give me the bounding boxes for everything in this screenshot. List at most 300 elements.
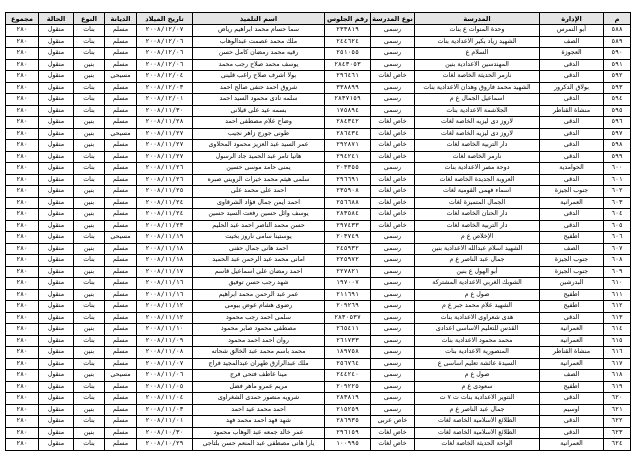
seat-number-cell: ٢٤٤٢٤٠ xyxy=(325,370,371,382)
school-cell: لاروز دى ليزيه الخاصة لغات xyxy=(415,117,540,129)
seat-number-cell: ٢٢٥٩٧٢ xyxy=(325,255,371,267)
row-number: ٥٩٩ xyxy=(604,151,631,163)
idara-cell: جنوب الجيزة xyxy=(540,266,604,278)
status-cell: منقول xyxy=(39,128,74,140)
school-type-cell: رسمى xyxy=(371,255,415,267)
school-cell: الجمال المتميزة لغات xyxy=(415,197,540,209)
row-number: ٦١٣ xyxy=(604,312,631,324)
birth-date-cell: ٢٠٠٨/١٢/٠٤ xyxy=(137,71,193,83)
gender-cell: بنات xyxy=(74,94,105,106)
gender-cell: بنات xyxy=(74,312,105,324)
school-type-cell: خاص لغات xyxy=(371,427,415,439)
table-row xyxy=(6,232,631,244)
gender-cell: بنين xyxy=(74,266,105,278)
school-cell: الطلائع الاسلامية الخاصة لغات xyxy=(415,416,540,428)
school-type-cell: رسمى xyxy=(371,59,415,71)
school-cell: جمال عبد الناصر ع م xyxy=(415,255,540,267)
school-cell: صول ع م xyxy=(415,370,540,382)
birth-date-cell: ٢٠٠٨/١١/١٨ xyxy=(137,243,193,255)
status-cell: منقول xyxy=(39,94,74,106)
seat-number-cell: ٢٨٣٧١٥٩ xyxy=(325,94,371,106)
gender-cell: بنين xyxy=(74,220,105,232)
status-cell: منقول xyxy=(39,301,74,313)
row-number: ٥٩٠ xyxy=(604,48,631,60)
school-type-cell: رسمى xyxy=(371,347,415,359)
gender-cell: بنين xyxy=(74,209,105,221)
religion-cell: مسلم xyxy=(105,197,137,209)
birth-date-cell: ٢٠٠٨/١١/١٩ xyxy=(137,232,193,244)
seat-number-cell: ٣٣٨٨٩٩ xyxy=(325,82,371,94)
idara-cell: اوسيم xyxy=(540,404,604,416)
total-cell: ٢٨٠ xyxy=(6,209,39,221)
gender-cell: بنات xyxy=(74,174,105,186)
total-cell: ٢٨٠ xyxy=(6,105,39,117)
status-cell: منقول xyxy=(39,324,74,336)
total-cell: ٢٨٠ xyxy=(6,243,39,255)
religion-cell: مسلم xyxy=(105,82,137,94)
school-cell: الشهيد اسلام عبدالله الاعدادية بنين xyxy=(415,243,540,255)
student-name-cell: هانيا تامر عبد الحميد جاد الرسول xyxy=(193,151,325,163)
student-name-cell: يوسف محمد صلاح رجب محمد xyxy=(193,59,325,71)
total-cell: ٢٨٠ xyxy=(6,301,39,313)
school-type-cell: رسمى xyxy=(371,289,415,301)
birth-date-cell: ٢٠٠٨/١١/٢٣ xyxy=(137,220,193,232)
table-row xyxy=(6,255,631,267)
row-number: ٦٠٧ xyxy=(604,243,631,255)
idara-cell: العمرانية xyxy=(540,324,604,336)
seat-number-cell: ٢٣٣٨١٩ xyxy=(325,25,371,37)
seat-number-cell: ٢٨٤٣٠٥٣ xyxy=(325,59,371,71)
status-cell: منقول xyxy=(39,71,74,83)
birth-date-cell: ٢٠٠٨/١١/٢٧ xyxy=(137,151,193,163)
school-cell: الشوبك الغربي الاعدادية المشتركة xyxy=(415,278,540,290)
religion-cell: مسلم xyxy=(105,163,137,175)
seat-number-cell: ٢٠٩٢٢٥ xyxy=(325,381,371,393)
birth-date-cell: ٢٠٠٨/١١/٠٨ xyxy=(137,347,193,359)
row-number: ٥٨٨ xyxy=(604,25,631,37)
religion-cell: مسلم xyxy=(105,48,137,60)
birth-date-cell: ٢٠٠٨/١٢/٠٦ xyxy=(137,36,193,48)
school-type-cell: خاص لغات xyxy=(371,186,415,198)
results-sheet xyxy=(5,12,630,451)
student-name-cell: يوستينا سامى ناروز بخيت xyxy=(193,232,325,244)
school-type-cell: خاص لغات xyxy=(371,197,415,209)
row-number: ٦٠٠ xyxy=(604,163,631,175)
status-cell: منقول xyxy=(39,255,74,267)
total-cell: ٢٨٠ xyxy=(6,232,39,244)
table-row xyxy=(6,117,631,129)
school-cell: دوحة مصر الاعدادية بنات xyxy=(415,163,540,175)
table-row xyxy=(6,381,631,393)
idara-cell: الصف xyxy=(540,370,604,382)
table-row xyxy=(6,174,631,186)
table-row xyxy=(6,335,631,347)
header-idara: الإدارة xyxy=(540,13,604,25)
gender-cell: بنين xyxy=(74,324,105,336)
school-type-cell: خاص لغات xyxy=(371,439,415,451)
idara-cell: اطفيح xyxy=(540,289,604,301)
school-cell: القدس للتعليم الاساسى اعدادى xyxy=(415,324,540,336)
idara-cell: الدقى xyxy=(540,393,604,405)
school-type-cell: رسمى xyxy=(371,370,415,382)
status-cell: منقول xyxy=(39,174,74,186)
religion-cell: مسلم xyxy=(105,347,137,359)
school-cell: الشهيد علام محمد جبر ع م xyxy=(415,301,540,313)
student-name-cell: شرويه منصور حمدى الشغراوى xyxy=(193,393,325,405)
idara-cell: العجوزة xyxy=(540,48,604,60)
gender-cell: بنين xyxy=(74,404,105,416)
idara-cell: الدقى xyxy=(540,174,604,186)
row-number: ٥٩٤ xyxy=(604,94,631,106)
birth-date-cell: ٢٠٠٨/١١/٢٦ xyxy=(137,174,193,186)
gender-cell: بنين xyxy=(74,140,105,152)
idara-cell: الدقى xyxy=(540,71,604,83)
school-cell: نارمر الحديثة الخاصة لغات xyxy=(415,71,540,83)
idara-cell: الصف xyxy=(540,36,604,48)
student-name-cell: احمد على محمد على xyxy=(193,186,325,198)
school-cell: دار التربية الخاصة لغات xyxy=(415,220,540,232)
idara-cell: اطفيح xyxy=(540,381,604,393)
total-cell: ٢٨٠ xyxy=(6,324,39,336)
student-name-cell: سلمى هيثم محمد خيرات الرويني صبره xyxy=(193,174,325,186)
birth-date-cell: ٢٠٠٨/١١/١٦ xyxy=(137,289,193,301)
gender-cell: بنات xyxy=(74,48,105,60)
idara-cell: البدرشين xyxy=(540,278,604,290)
seat-number-cell: ٢١٥٢٥٩ xyxy=(325,404,371,416)
header-birth: تاريخ الميلاد xyxy=(137,13,193,25)
idara-cell: العمرانية xyxy=(540,335,604,347)
student-name-cell: احمد رمضان على اسماعيل قاسم xyxy=(193,266,325,278)
total-cell: ٢٨٠ xyxy=(6,404,39,416)
status-cell: منقول xyxy=(39,163,74,175)
school-cell: اسماعيل الجمال ع م xyxy=(415,94,540,106)
table-row xyxy=(6,186,631,198)
school-cell: الواحة الحديثة الخاصة لغات xyxy=(415,439,540,451)
total-cell: ٢٨٠ xyxy=(6,197,39,209)
religion-cell: مسيحى xyxy=(105,128,137,140)
religion-cell: مسلم xyxy=(105,301,137,313)
religion-cell: مسلم xyxy=(105,393,137,405)
birth-date-cell: ٢٠٠٨/١١/٢٤ xyxy=(137,197,193,209)
birth-date-cell: ٢٠٠٨/١١/٢٧ xyxy=(137,140,193,152)
student-name-cell: مصطفى محمود صابر محمود xyxy=(193,324,325,336)
student-name-cell: بولا اشرف صلاح راغب قلينى xyxy=(193,71,325,83)
idara-cell: منشاة القناطر xyxy=(540,347,604,359)
idara-cell: الدقى xyxy=(540,94,604,106)
row-number: ٦٢٣ xyxy=(604,427,631,439)
religion-cell: مسيحى xyxy=(105,71,137,83)
table-row xyxy=(6,140,631,152)
religion-cell: مسلم xyxy=(105,324,137,336)
seat-number-cell: ٢٨٣٠٥٣٧ xyxy=(325,312,371,324)
status-cell: منقول xyxy=(39,209,74,221)
table-row xyxy=(6,243,631,255)
status-cell: منقول xyxy=(39,140,74,152)
status-cell: منقول xyxy=(39,186,74,198)
status-cell: منقول xyxy=(39,232,74,244)
birth-date-cell: ٢٠٠٨/١١/١٨ xyxy=(137,255,193,267)
total-cell: ٢٨٠ xyxy=(6,174,39,186)
status-cell: منقول xyxy=(39,393,74,405)
idara-cell: جنوب الجيزة xyxy=(540,255,604,267)
student-name-cell: بسمه عيد على قيلانى xyxy=(193,105,325,117)
table-row xyxy=(6,25,631,37)
student-name-cell: حسن محمد الناصر احمد عبد الحليم xyxy=(193,220,325,232)
birth-date-cell: ٢٠٠٨/١١/٠٤ xyxy=(137,393,193,405)
row-number: ٦٠٩ xyxy=(604,266,631,278)
idara-cell: الدقى xyxy=(540,416,604,428)
school-type-cell: رسمى xyxy=(371,324,415,336)
gender-cell: بنين xyxy=(74,59,105,71)
school-type-cell: رسمى xyxy=(371,82,415,94)
gender-cell: بنات xyxy=(74,439,105,451)
birth-date-cell: ٢٠٠٨/١٢/٠٦ xyxy=(137,48,193,60)
seat-number-cell: ١٩٧٠٠٧ xyxy=(325,278,371,290)
status-cell: منقول xyxy=(39,439,74,451)
status-cell: منقول xyxy=(39,105,74,117)
religion-cell: مسلم xyxy=(105,59,137,71)
school-type-cell: خاص لغات xyxy=(371,140,415,152)
status-cell: منقول xyxy=(39,59,74,71)
religion-cell: مسلم xyxy=(105,289,137,301)
row-number: ٦١٥ xyxy=(604,335,631,347)
idara-cell: أبو النمرس xyxy=(540,25,604,37)
table-row xyxy=(6,347,631,359)
idara-cell: الدقى xyxy=(540,427,604,439)
idara-cell: الدقى xyxy=(540,209,604,221)
religion-cell: مسلم xyxy=(105,358,137,370)
student-name-cell: رقيه محمد رمضان كامل حسن xyxy=(193,48,325,60)
header-row xyxy=(6,13,631,25)
religion-cell: مسلم xyxy=(105,151,137,163)
total-cell: ٢٨٠ xyxy=(6,266,39,278)
school-type-cell: رسمى xyxy=(371,25,415,37)
idara-cell: الدقى xyxy=(540,128,604,140)
seat-number-cell: ٢٤٥٩٣٢ xyxy=(325,243,371,255)
school-cell: جمال عبد الناصر ع م xyxy=(415,404,540,416)
student-name-cell: شهد فهد احمد محمد فهد xyxy=(193,416,325,428)
table-row xyxy=(6,370,631,382)
seat-number-cell: ٢٢٧٨٢١ xyxy=(325,266,371,278)
birth-date-cell: ٢٠٠٨/١١/٣٠ xyxy=(137,105,193,117)
students-table xyxy=(5,12,631,451)
school-cell: سعودى ع م xyxy=(415,381,540,393)
religion-cell: مسلم xyxy=(105,186,137,198)
birth-date-cell: ٢٠٠٨/١١/٠٧ xyxy=(137,358,193,370)
row-number: ٦٠٦ xyxy=(604,232,631,244)
birth-date-cell: ٢٠٠٨/١١/٠٥ xyxy=(137,381,193,393)
status-cell: منقول xyxy=(39,220,74,232)
school-type-cell: رسمى xyxy=(371,335,415,347)
school-cell: الجلاشمة الاعدادية بنات xyxy=(415,105,540,117)
row-number: ٥٩٨ xyxy=(604,140,631,152)
table-row xyxy=(6,48,631,60)
school-cell: الطلائع الاسلامية الخاصة لغات xyxy=(415,427,540,439)
gender-cell: بنات xyxy=(74,25,105,37)
seat-number-cell: ١٨٩٧٥٨ xyxy=(325,347,371,359)
school-type-cell: رسمى xyxy=(371,381,415,393)
table-row xyxy=(6,439,631,451)
school-type-cell: خاص لغات xyxy=(371,117,415,129)
total-cell: ٢٨٠ xyxy=(6,381,39,393)
table-row xyxy=(6,278,631,290)
birth-date-cell: ٢٠٠٨/١١/١٢ xyxy=(137,301,193,313)
religion-cell: مسلم xyxy=(105,243,137,255)
school-type-cell: خاص لغات xyxy=(371,174,415,186)
school-cell: محمد محمود الاعدادية بنات xyxy=(415,335,540,347)
seat-number-cell: ٢٩٧٤٣٣ xyxy=(325,220,371,232)
birth-date-cell: ٢٠٠٨/١١/٢٧ xyxy=(137,128,193,140)
gender-cell: بنات xyxy=(74,335,105,347)
student-name-cell: مريم عمرو ماهر فضل xyxy=(193,381,325,393)
idara-cell: منشاة القناطر xyxy=(540,105,604,117)
row-number: ٦٢١ xyxy=(604,404,631,416)
total-cell: ٢٨٠ xyxy=(6,36,39,48)
table-row xyxy=(6,82,631,94)
row-number: ٦١٦ xyxy=(604,347,631,359)
header-school-type: نوع المدرسة xyxy=(372,14,413,23)
table-row xyxy=(6,220,631,232)
school-cell: المهندسين الاعدادية بنين xyxy=(415,59,540,71)
row-number: ٦١٨ xyxy=(604,370,631,382)
student-name-cell: مينا عاطف فتحى فرج xyxy=(193,370,325,382)
religion-cell: مسلم xyxy=(105,140,137,152)
total-cell: ٢٨٠ xyxy=(6,48,39,60)
school-type-cell: خاص لغات xyxy=(371,151,415,163)
birth-date-cell: ٢٠٠٨/١٢/٠١ xyxy=(137,94,193,106)
gender-cell: بنات xyxy=(74,416,105,428)
religion-cell: مسلم xyxy=(105,209,137,221)
religion-cell: مسلم xyxy=(105,255,137,267)
status-cell: منقول xyxy=(39,358,74,370)
school-cell: صول ع م xyxy=(415,289,540,301)
total-cell: ٢٨٠ xyxy=(6,117,39,129)
row-number: ٦١٧ xyxy=(604,358,631,370)
religion-cell: مسلم xyxy=(105,427,137,439)
school-type-cell: رسمى xyxy=(371,301,415,313)
total-cell: ٢٨٠ xyxy=(6,255,39,267)
status-cell: منقول xyxy=(39,335,74,347)
school-cell: دار الحنان الخاصة لغات xyxy=(415,209,540,221)
header-m: م xyxy=(604,13,631,25)
status-cell: منقول xyxy=(39,289,74,301)
student-name-cell: سلمى احمد رجب محمود xyxy=(193,312,325,324)
row-number: ٦٠٢ xyxy=(604,186,631,198)
row-number: ٦١٤ xyxy=(604,324,631,336)
gender-cell: بنات xyxy=(74,151,105,163)
religion-cell: مسلم xyxy=(105,416,137,428)
gender-cell: بنات xyxy=(74,105,105,117)
seat-number-cell: ١٧٥٨٩٤ xyxy=(325,105,371,117)
school-type-cell: خاص عربى xyxy=(371,416,415,428)
seat-number-cell: ٢٤٤٦٢٤ xyxy=(325,36,371,48)
total-cell: ٢٨٠ xyxy=(6,370,39,382)
student-name-cell: طونى جورج زاهر نجيب xyxy=(193,128,325,140)
header-student: اسم التلميذ xyxy=(193,13,325,25)
total-cell: ٢٨٠ xyxy=(6,140,39,152)
gender-cell: بنات xyxy=(74,278,105,290)
total-cell: ٢٨٠ xyxy=(6,220,39,232)
row-number: ٦٠٤ xyxy=(604,209,631,221)
school-cell: النتوير الاعدادية بنات ت ٧ ت xyxy=(415,393,540,405)
school-type-cell: رسمى xyxy=(371,232,415,244)
total-cell: ٢٨٠ xyxy=(6,59,39,71)
status-cell: منقول xyxy=(39,347,74,359)
birth-date-cell: ٢٠٠٨/١٠/٢٩ xyxy=(137,439,193,451)
idara-cell: الحوامدية xyxy=(540,163,604,175)
seat-number-cell: ٢٨٦٩٣٥ xyxy=(325,416,371,428)
row-number: ٦١٠ xyxy=(604,278,631,290)
total-cell: ٢٨٠ xyxy=(6,25,39,37)
school-type-cell: رسمى xyxy=(371,404,415,416)
gender-cell: بنين xyxy=(74,347,105,359)
header-total: مجموع xyxy=(6,13,39,25)
table-row xyxy=(6,301,631,313)
total-cell: ٢٨٠ xyxy=(6,94,39,106)
religion-cell: مسلم xyxy=(105,404,137,416)
seat-number-cell: ٢٨٦٤٣٤ xyxy=(325,128,371,140)
gender-cell: بنين xyxy=(74,243,105,255)
status-cell: منقول xyxy=(39,151,74,163)
school-type-cell: رسمى xyxy=(371,312,415,324)
religion-cell: مسلم xyxy=(105,266,137,278)
school-cell: لاروز دى ليزيه الخاصة لغات xyxy=(415,128,540,140)
table-row xyxy=(6,59,631,71)
gender-cell: بنات xyxy=(74,82,105,94)
table-body xyxy=(6,25,631,451)
table-row xyxy=(6,105,631,117)
idara-cell: العمرانية xyxy=(540,197,604,209)
total-cell: ٢٨٠ xyxy=(6,151,39,163)
idara-cell: الدقى xyxy=(540,117,604,129)
seat-number-cell: ٢٣٥٩٠٨ xyxy=(325,186,371,198)
status-cell: منقول xyxy=(39,82,74,94)
status-cell: منقول xyxy=(39,266,74,278)
seat-number-cell: ٢٩٦١٥٩ xyxy=(325,427,371,439)
birth-date-cell: ٢٠٠٨/١١/٢٥ xyxy=(137,186,193,198)
table-row xyxy=(6,416,631,428)
religion-cell: مسلم xyxy=(105,25,137,37)
school-cell: وحدة المنوات ع بنات xyxy=(415,25,540,37)
student-name-cell: عمر السيد عبد العزيز محمود المحلاوى xyxy=(193,140,325,152)
seat-number-cell: ٢٩٢٨٧١ xyxy=(325,140,371,152)
student-name-cell: يوسف وائل حسين رفعت السيد حسين xyxy=(193,209,325,221)
school-type-cell: خاص لغات xyxy=(371,209,415,221)
student-name-cell: شروق احمد حنفى صالح احمد xyxy=(193,82,325,94)
birth-date-cell: ٢٠٠٨/١١/١٧ xyxy=(137,266,193,278)
seat-number-cell: ٢٠٣٣٥٥ xyxy=(325,163,371,175)
status-cell: منقول xyxy=(39,370,74,382)
school-type-cell: رسمى xyxy=(371,278,415,290)
row-number: ٦١١ xyxy=(604,289,631,301)
gender-cell: بنات xyxy=(74,36,105,48)
seat-number-cell: ٢٥٦٧٦٤ xyxy=(325,358,371,370)
table-row xyxy=(6,266,631,278)
religion-cell: مسلم xyxy=(105,174,137,186)
status-cell: منقول xyxy=(39,36,74,48)
school-cell: السلام ع xyxy=(415,48,540,60)
idara-cell: الدقى xyxy=(540,59,604,71)
student-name-cell: احمد محمد عيد احمد xyxy=(193,404,325,416)
total-cell: ٢٨٠ xyxy=(6,393,39,405)
row-number: ٦١٢ xyxy=(604,301,631,313)
row-number: ٥٩١ xyxy=(604,59,631,71)
table-row xyxy=(6,393,631,405)
birth-date-cell: ٢٠٠٨/١١/٢٦ xyxy=(137,163,193,175)
idara-cell: اطفيح xyxy=(540,301,604,313)
row-number: ٥٩٧ xyxy=(604,128,631,140)
total-cell: ٢٨٠ xyxy=(6,416,39,428)
